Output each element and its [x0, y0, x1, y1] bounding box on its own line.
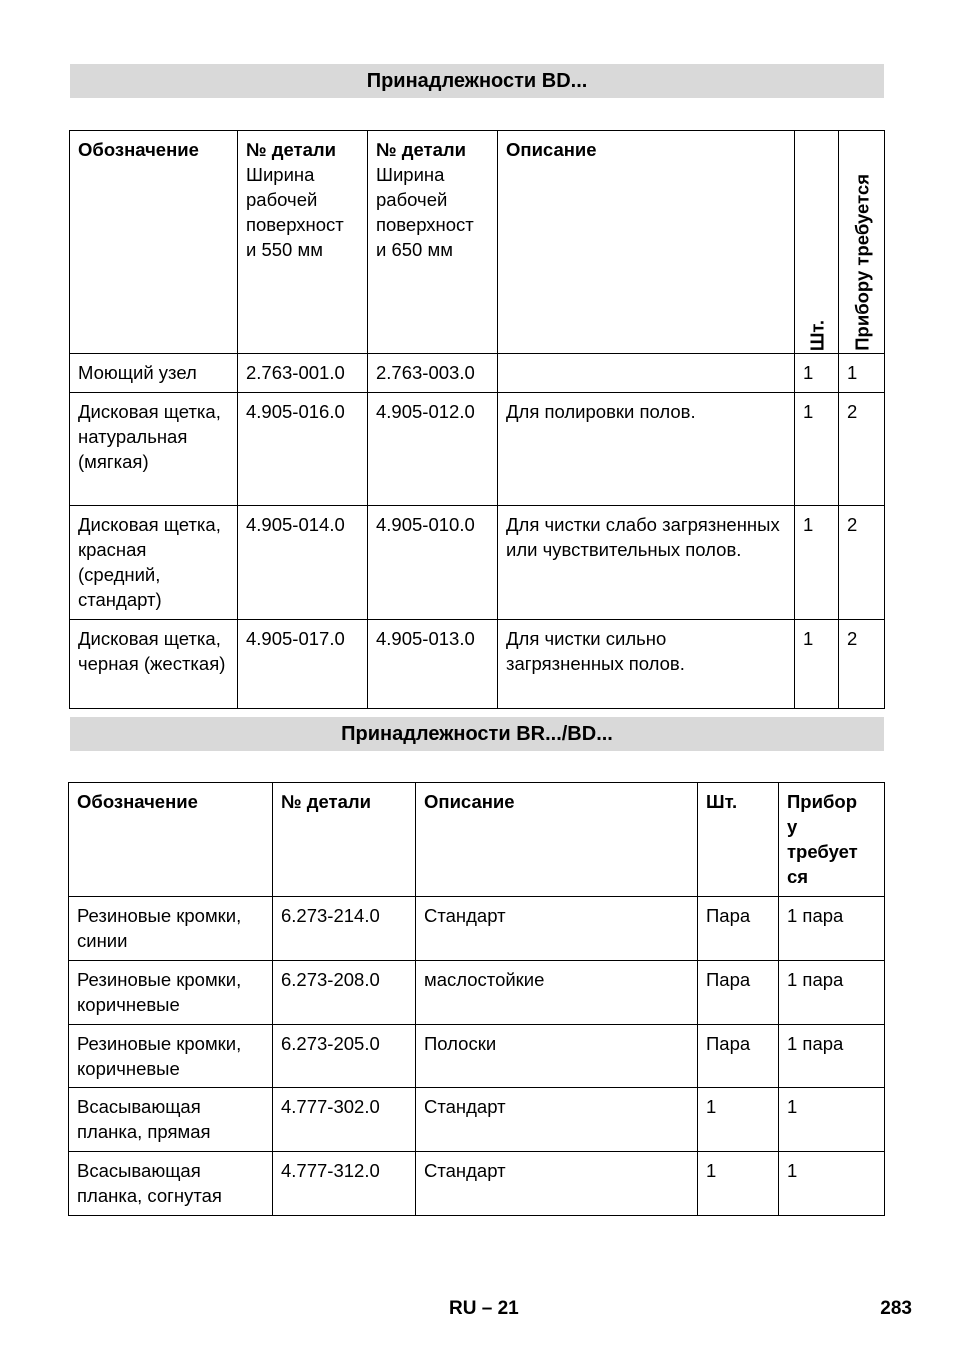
- cell-required: 1 пара: [779, 961, 885, 1025]
- header-part-label: № детали: [246, 139, 337, 160]
- cell-description: маслостойкие: [416, 961, 698, 1025]
- cell-qty: 1: [795, 506, 839, 620]
- cell-description: Стандарт: [416, 897, 698, 961]
- table-row: [70, 506, 885, 620]
- section-page-label: RU – 21: [449, 1298, 519, 1319]
- cell-description: Для полировки полов.: [498, 393, 795, 506]
- table-row: [69, 1025, 885, 1088]
- table-header-row: [70, 131, 885, 354]
- section-title-br-bd: Принадлежности BR.../BD...: [70, 717, 884, 751]
- cell-part: 4.777-312.0: [273, 1152, 416, 1216]
- cell-part-650: 4.905-010.0: [368, 506, 498, 620]
- cell-name: Моющий узел: [70, 354, 238, 393]
- cell-required: 1: [839, 354, 885, 393]
- table-row: [70, 354, 885, 393]
- cell-required: 2: [839, 393, 885, 506]
- header-qty-label: Шт.: [806, 319, 827, 351]
- cell-part: 4.777-302.0: [273, 1088, 416, 1152]
- section-title-bd: Принадлежности BD...: [70, 64, 884, 98]
- table-row: [70, 620, 885, 709]
- cell-description: Полоски: [416, 1025, 698, 1088]
- header-required-label: Прибору требуется: [851, 174, 872, 351]
- cell-qty: 1: [698, 1152, 779, 1216]
- cell-name: Дисковая щетка, красная (средний, стандарт): [70, 506, 238, 620]
- cell-name: Дисковая щетка, черная (жесткая): [70, 620, 238, 709]
- header-required: Прибор у требует ся: [779, 783, 885, 897]
- header-name: Обозначение: [69, 783, 273, 897]
- header-qty: Шт.: [698, 783, 779, 897]
- header-name: Обозначение: [70, 131, 238, 354]
- cell-part: 6.273-205.0: [273, 1025, 416, 1088]
- table-row: [69, 897, 885, 961]
- cell-description: Стандарт: [416, 1152, 698, 1216]
- header-part-width: Ширина рабочей поверхност и 550 мм: [246, 164, 344, 260]
- cell-name: Резиновые кромки, синии: [69, 897, 273, 961]
- cell-required: 2: [839, 506, 885, 620]
- cell-qty: 1: [795, 620, 839, 709]
- header-part-550: [238, 131, 368, 354]
- cell-description: Для чистки слабо загрязненных или чувствительных полов.: [498, 506, 795, 620]
- cell-description: Для чистки сильно загрязненных полов.: [498, 620, 795, 709]
- cell-part-650: 4.905-013.0: [368, 620, 498, 709]
- cell-part-650: 4.905-012.0: [368, 393, 498, 506]
- cell-qty: Пара: [698, 1025, 779, 1088]
- cell-part-550: 4.905-016.0: [238, 393, 368, 506]
- cell-qty: 1: [795, 354, 839, 393]
- cell-required: 1: [779, 1088, 885, 1152]
- accessories-bd-table: [69, 130, 885, 709]
- header-part-650: [368, 131, 498, 354]
- cell-name: Резиновые кромки, коричневые: [69, 961, 273, 1025]
- accessories-br-bd-table: [68, 782, 885, 1216]
- cell-part: 6.273-208.0: [273, 961, 416, 1025]
- cell-qty: 1: [698, 1088, 779, 1152]
- cell-name: Дисковая щетка, натуральная (мягкая): [70, 393, 238, 506]
- cell-required: 1 пара: [779, 1025, 885, 1088]
- table-row: [69, 1088, 885, 1152]
- table-row: [69, 961, 885, 1025]
- table-header-row: [69, 783, 885, 897]
- cell-part-650: 2.763-003.0: [368, 354, 498, 393]
- cell-qty: 1: [795, 393, 839, 506]
- cell-part-550: 4.905-014.0: [238, 506, 368, 620]
- cell-qty: Пара: [698, 897, 779, 961]
- table-row: [70, 393, 885, 506]
- cell-name: Всасывающая планка, согнутая: [69, 1152, 273, 1216]
- header-part-label: № детали: [376, 139, 467, 160]
- header-description: Описание: [498, 131, 795, 354]
- cell-name: Резиновые кромки, коричневые: [69, 1025, 273, 1088]
- page-number: 283: [880, 1298, 912, 1319]
- cell-description: Стандарт: [416, 1088, 698, 1152]
- header-part: № детали: [273, 783, 416, 897]
- cell-name: Всасывающая планка, прямая: [69, 1088, 273, 1152]
- cell-required: 1 пара: [779, 897, 885, 961]
- cell-part-550: 2.763-001.0: [238, 354, 368, 393]
- header-qty: [795, 131, 839, 354]
- header-description: Описание: [416, 783, 698, 897]
- cell-description: [498, 354, 795, 393]
- cell-required: 2: [839, 620, 885, 709]
- header-required: [839, 131, 885, 354]
- header-part-width: Ширина рабочей поверхност и 650 мм: [376, 164, 474, 260]
- cell-required: 1: [779, 1152, 885, 1216]
- cell-qty: Пара: [698, 961, 779, 1025]
- table-row: [69, 1152, 885, 1216]
- cell-part-550: 4.905-017.0: [238, 620, 368, 709]
- cell-part: 6.273-214.0: [273, 897, 416, 961]
